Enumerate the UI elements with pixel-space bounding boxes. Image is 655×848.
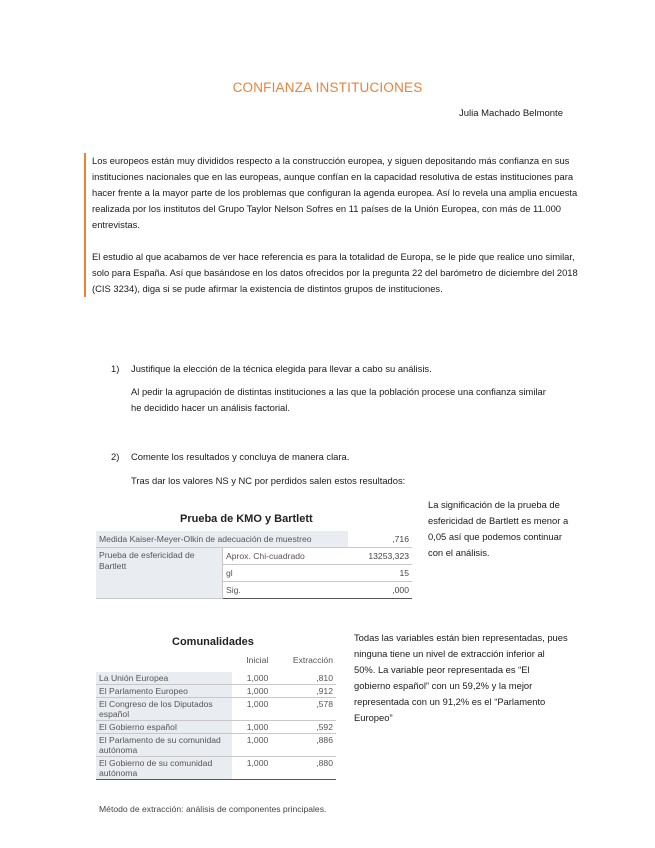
column-header: Inicial <box>246 655 269 665</box>
column-header: Extracción <box>292 655 333 665</box>
author-name: Julia Machado Belmonte <box>458 108 563 119</box>
variable-label: El Gobierno de su comunidad autónoma <box>96 757 232 780</box>
table-row <box>96 757 336 780</box>
bartlett-stat-value: ,000 <box>348 582 412 599</box>
variable-label: El Parlamento Europeo <box>96 685 232 698</box>
bartlett-stat-value: 13253,323 <box>348 548 412 565</box>
extraction-value: ,578 <box>271 698 336 721</box>
kmo-value: ,716 <box>348 531 412 548</box>
bartlett-stat-value: 15 <box>348 565 412 582</box>
table-row <box>96 698 336 721</box>
intro-paragraph-2: El estudio al que acabamos de ver hace referencia es para la totalidad de Europa, se le pide que realice uno similar, solo para España. Así que basándose en los datos ofrecidos por la pregunta 22 del barómetro de diciembre del 2018 (CIS 3234), diga si se pude afirmar la existencia de distintos grupos de instituciones. <box>92 251 578 294</box>
variable-label: La Unión Europea <box>96 672 232 685</box>
kmo-bartlett-table <box>96 531 412 599</box>
initial-value: 1,000 <box>232 734 271 757</box>
initial-value: 1,000 <box>232 721 271 734</box>
kmo-comment: La significación de la prueba de esfericidad de Bartlett es menor a 0,05 así que podemos continuar con el análisis. <box>428 499 569 558</box>
question-2-number: 2) <box>111 451 120 462</box>
question-1-text: Justifique la elección de la técnica elegida para llevar a cabo su análisis. <box>131 363 432 374</box>
extraction-value: ,912 <box>271 685 336 698</box>
intro-paragraph-1: Los europeos están muy divididos respecto a la construcción europea, y siguen depositando más confianza en sus instituciones nacionales que en las europeas, aunque confían en la capacidad resolutiva de estas instituciones para hacer frente a la mayor parte de los problemas que configuran la agenda europea. Así lo revela una amplia encuesta realizada por los institutos del Grupo Taylor Nelson Sofres en 11 países de la Unión Europea, con más de 11.000 entrevistas. <box>92 155 578 230</box>
initial-value: 1,000 <box>232 698 271 721</box>
communalities-table <box>96 654 336 780</box>
bartlett-stat-label: Aprox. Chi-cuadrado <box>223 548 349 565</box>
kmo-label: Medida Kaiser-Meyer-Olkin de adecuación de muestreo <box>96 531 348 548</box>
table-row <box>96 721 336 734</box>
initial-value: 1,000 <box>232 757 271 780</box>
table-header-row <box>96 654 336 672</box>
page-title: CONFIANZA INSTITUCIONES <box>232 80 423 95</box>
extraction-value: ,810 <box>271 672 336 685</box>
intro-quote-block <box>84 153 580 297</box>
initial-value: 1,000 <box>232 672 271 685</box>
question-1 <box>111 361 571 377</box>
extraction-value: ,880 <box>271 757 336 780</box>
question-2-text: Comente los resultados y concluya de manera clara. <box>131 451 350 462</box>
kmo-table-title: Prueba de KMO y Bartlett <box>180 513 313 525</box>
communalities-comment: Todas las variables están bien representadas, pues ninguna tiene un nivel de extracción inferior al 50%. La variable peor representada es “El gobierno español” con un 59,2% y la mejor representada con un 91,2% es el “Parlamento Europeo” <box>354 632 568 723</box>
extraction-value: ,886 <box>271 734 336 757</box>
bartlett-stat-label: gl <box>223 565 349 582</box>
variable-label: El Gobierno español <box>96 721 232 734</box>
bartlett-stat-label: Sig. <box>223 582 349 599</box>
table-row <box>96 548 412 565</box>
initial-value: 1,000 <box>232 685 271 698</box>
communalities-table-title: Comunalidades <box>172 636 254 648</box>
variable-label: El Congreso de los Diputados español <box>96 698 232 721</box>
table-row <box>96 531 412 548</box>
communalities-footnote: Método de extracción: análisis de componentes principales. <box>99 804 327 814</box>
table-row <box>96 672 336 685</box>
question-2 <box>111 449 571 465</box>
table-row <box>96 734 336 757</box>
bartlett-label: Prueba de esfericidad de Bartlett <box>96 548 223 599</box>
variable-label: El Parlamento de su comunidad autónoma <box>96 734 232 757</box>
answer-2: Tras dar los valores NS y NC por perdidos salen estos resultados: <box>131 475 406 486</box>
extraction-value: ,592 <box>271 721 336 734</box>
answer-1: Al pedir la agrupación de distintas instituciones a las que la población procese una confianza similar he decidido hacer un análisis factorial. <box>131 386 546 413</box>
question-1-number: 1) <box>111 363 120 374</box>
table-row <box>96 685 336 698</box>
